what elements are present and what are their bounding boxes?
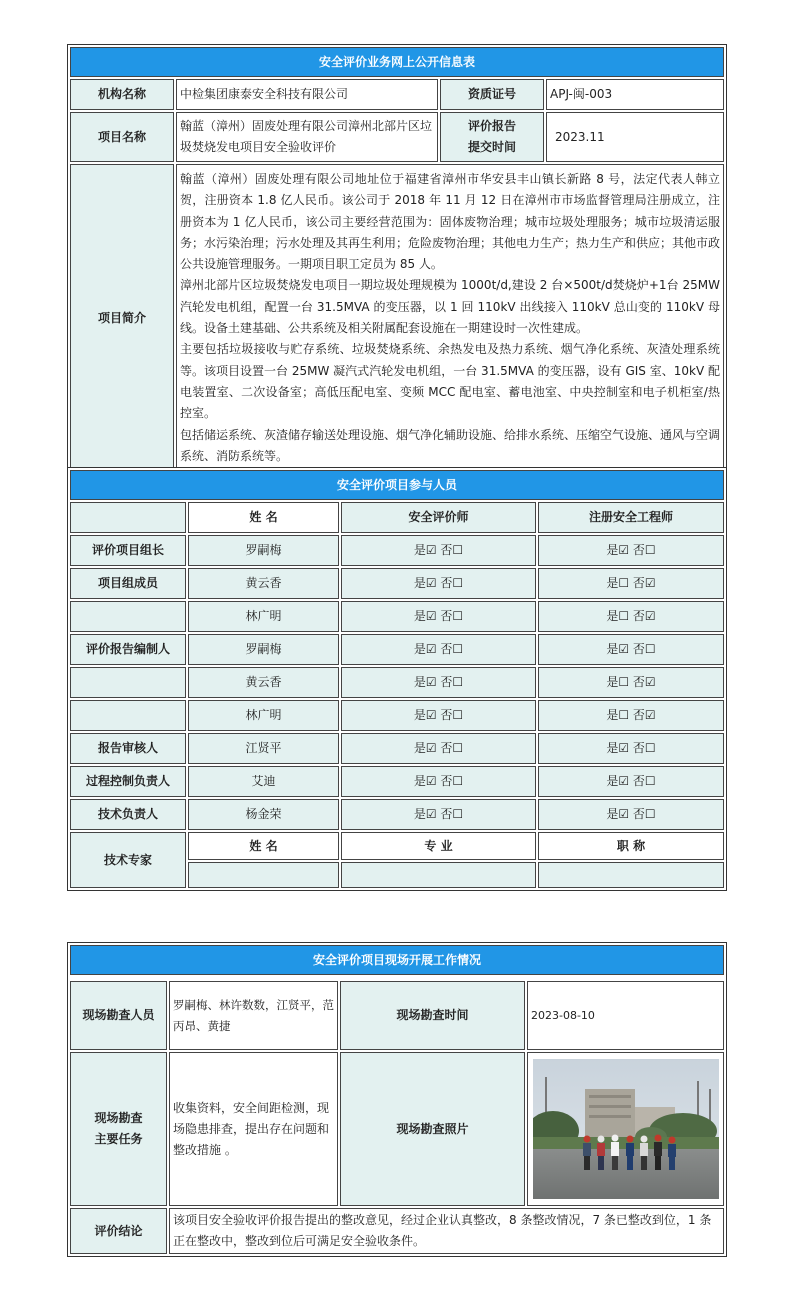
expert-major-cell bbox=[341, 862, 536, 888]
row-engineer: 是☑ 否☐ bbox=[538, 799, 724, 830]
row-evaluator: 是☑ 否☐ bbox=[341, 667, 536, 698]
row-engineer: 是☑ 否☐ bbox=[538, 535, 724, 566]
table-row bbox=[70, 700, 724, 731]
row-evaluator: 是☑ 否☐ bbox=[341, 601, 536, 632]
row-role bbox=[70, 667, 186, 698]
row-name: 江贤平 bbox=[188, 733, 339, 764]
row-role: 评价报告编制人 bbox=[70, 634, 186, 665]
row-evaluator: 是☑ 否☐ bbox=[341, 634, 536, 665]
info-table-title: 安全评价业务网上公开信息表 bbox=[70, 47, 724, 77]
row-engineer: 是☑ 否☐ bbox=[538, 634, 724, 665]
expert-title-cell bbox=[538, 862, 724, 888]
report-time-label-text: 评价报告提交时间 bbox=[467, 119, 516, 154]
row-role bbox=[70, 700, 186, 731]
row-name: 艾迪 bbox=[188, 766, 339, 797]
org-value: 中检集团康泰安全科技有限公司 bbox=[176, 79, 438, 110]
photo-cell bbox=[527, 1052, 724, 1206]
org-label: 机构名称 bbox=[70, 79, 174, 110]
row-role: 过程控制负责人 bbox=[70, 766, 186, 797]
row-name: 林广明 bbox=[188, 700, 339, 731]
personnel-table-title: 安全评价项目参与人员 bbox=[70, 470, 724, 500]
row-evaluator: 是☑ 否☐ bbox=[341, 766, 536, 797]
task-value: 收集资料，安全间距检测，现场隐患排查，提出存在问题和整改措施 。 bbox=[169, 1052, 338, 1206]
expert-label: 技术专家 bbox=[70, 832, 186, 888]
expert-header-name: 姓 名 bbox=[188, 832, 339, 860]
table-row bbox=[70, 799, 724, 830]
personnel-header-name: 姓 名 bbox=[188, 502, 339, 533]
row-role: 评价项目组长 bbox=[70, 535, 186, 566]
personnel-table bbox=[67, 467, 727, 891]
row-name: 杨金荣 bbox=[188, 799, 339, 830]
row-engineer: 是☐ 否☑ bbox=[538, 667, 724, 698]
row-name: 罗嗣梅 bbox=[188, 535, 339, 566]
info-table bbox=[67, 44, 727, 475]
personnel-header-engineer: 注册安全工程师 bbox=[538, 502, 724, 533]
intro-label: 项目简介 bbox=[70, 164, 174, 472]
row-engineer: 是☐ 否☑ bbox=[538, 700, 724, 731]
conclusion-value: 该项目安全验收评价报告提出的整改意见，经过企业认真整改，8 条整改情况，7 条已整改到位，1 条正在整改中，整改到位后可满足安全验收条件。 bbox=[169, 1208, 724, 1254]
row-role: 项目组成员 bbox=[70, 568, 186, 599]
task-label-text: 现场勘查主要任务 bbox=[94, 1111, 143, 1146]
row-evaluator: 是☑ 否☐ bbox=[341, 700, 536, 731]
survey-table-title: 安全评价项目现场开展工作情况 bbox=[70, 945, 724, 975]
row-evaluator: 是☑ 否☐ bbox=[341, 568, 536, 599]
staff-value: 罗嗣梅、林许数数，江贤平，范丙昂、黄捷 bbox=[169, 981, 338, 1050]
table-row bbox=[70, 601, 724, 632]
table-row bbox=[70, 766, 724, 797]
expert-name-cell bbox=[188, 862, 339, 888]
row-name: 黄云香 bbox=[188, 667, 339, 698]
table-row bbox=[70, 535, 724, 566]
intro-value bbox=[176, 164, 724, 472]
row-evaluator: 是☑ 否☐ bbox=[341, 733, 536, 764]
report-time-value: 2023.11 bbox=[546, 112, 724, 162]
row-engineer: 是☑ 否☐ bbox=[538, 766, 724, 797]
row-name: 林广明 bbox=[188, 601, 339, 632]
row-name: 黄云香 bbox=[188, 568, 339, 599]
row-role bbox=[70, 601, 186, 632]
task-label bbox=[70, 1052, 167, 1206]
personnel-header-evaluator: 安全评价师 bbox=[341, 502, 536, 533]
row-evaluator: 是☑ 否☐ bbox=[341, 799, 536, 830]
project-label: 项目名称 bbox=[70, 112, 174, 162]
photo-label: 现场勘查照片 bbox=[340, 1052, 525, 1206]
table-row bbox=[70, 733, 724, 764]
intro-paragraph-3: 主要包括垃圾接收与贮存系统、垃圾焚烧系统、余热发电及热力系统、烟气净化系统、灰渣处理系统等。该项目设置一台 25MW 凝汽式汽轮发电机组，一台 31.5MVA 的变压器，设有 GIS 室、10kV 配电装置室、二次设备室；高低压配电室、变频 MCC 配电室、蓄电池室、中央控制室和电子机柜室/热控室。 bbox=[180, 342, 720, 421]
site-photo bbox=[533, 1059, 719, 1199]
row-engineer: 是☐ 否☑ bbox=[538, 568, 724, 599]
intro-paragraph-2: 漳州北部片区垃圾焚烧发电项目一期垃圾处理规模为 1000t/d,建设 2 台×500t/d焚烧炉+1台 25MW 汽轮发电机组，配置一台 31.5MVA 的变压器，以 1 回 110kV 出线接入 110kV 总山变的 110kV 母线。设备土建基础、公共系统及相关附属配套设施在一期建设时一次性建成。 bbox=[180, 278, 720, 336]
table-row bbox=[70, 667, 724, 698]
conclusion-label: 评价结论 bbox=[70, 1208, 167, 1254]
expert-header-major: 专 业 bbox=[341, 832, 536, 860]
row-role: 技术负责人 bbox=[70, 799, 186, 830]
table-row bbox=[70, 568, 724, 599]
row-evaluator: 是☑ 否☐ bbox=[341, 535, 536, 566]
row-engineer: 是☑ 否☐ bbox=[538, 733, 724, 764]
cert-label: 资质证号 bbox=[440, 79, 544, 110]
personnel-header-blank bbox=[70, 502, 186, 533]
row-engineer: 是☐ 否☑ bbox=[538, 601, 724, 632]
site-photo-image bbox=[533, 1059, 719, 1199]
table-row bbox=[70, 634, 724, 665]
row-name: 罗嗣梅 bbox=[188, 634, 339, 665]
survey-spacer bbox=[70, 977, 724, 979]
project-value: 翰蓝（漳州）固废处理有限公司漳州北部片区垃圾焚烧发电项目安全验收评价 bbox=[176, 112, 438, 162]
expert-header-title: 职 称 bbox=[538, 832, 724, 860]
staff-label: 现场勘查人员 bbox=[70, 981, 167, 1050]
report-time-label bbox=[440, 112, 544, 162]
time-label: 现场勘查时间 bbox=[340, 981, 525, 1050]
row-role: 报告审核人 bbox=[70, 733, 186, 764]
time-value: 2023-08-10 bbox=[527, 981, 724, 1050]
intro-paragraph-4: 包括储运系统、灰渣储存输送处理设施、烟气净化辅助设施、给排水系统、压缩空气设施、通风与空调系统、消防系统等。 bbox=[180, 427, 721, 463]
intro-paragraph-1: 翰蓝（漳州）固废处理有限公司地址位于福建省漳州市华安县丰山镇长新路 8 号，法定代表人韩立贺，注册资本 1.8 亿人民币。该公司于 2018 年 11 月 12 日在漳州市市场监督管理局注册成立，注册资本为 1 亿人民币，该公司主要经营范围为：固体废物治理；城市垃圾处理服务；城市垃圾清运服务；水污染治理；污水处理及其再生利用；危险废物治理；其他电力生产；热力生产和供应；其他市政公共设施管理服务。一期项目职工定员为 85 人。 bbox=[180, 172, 721, 272]
cert-value: APJ-闽-003 bbox=[546, 79, 724, 110]
survey-table bbox=[67, 942, 727, 1257]
